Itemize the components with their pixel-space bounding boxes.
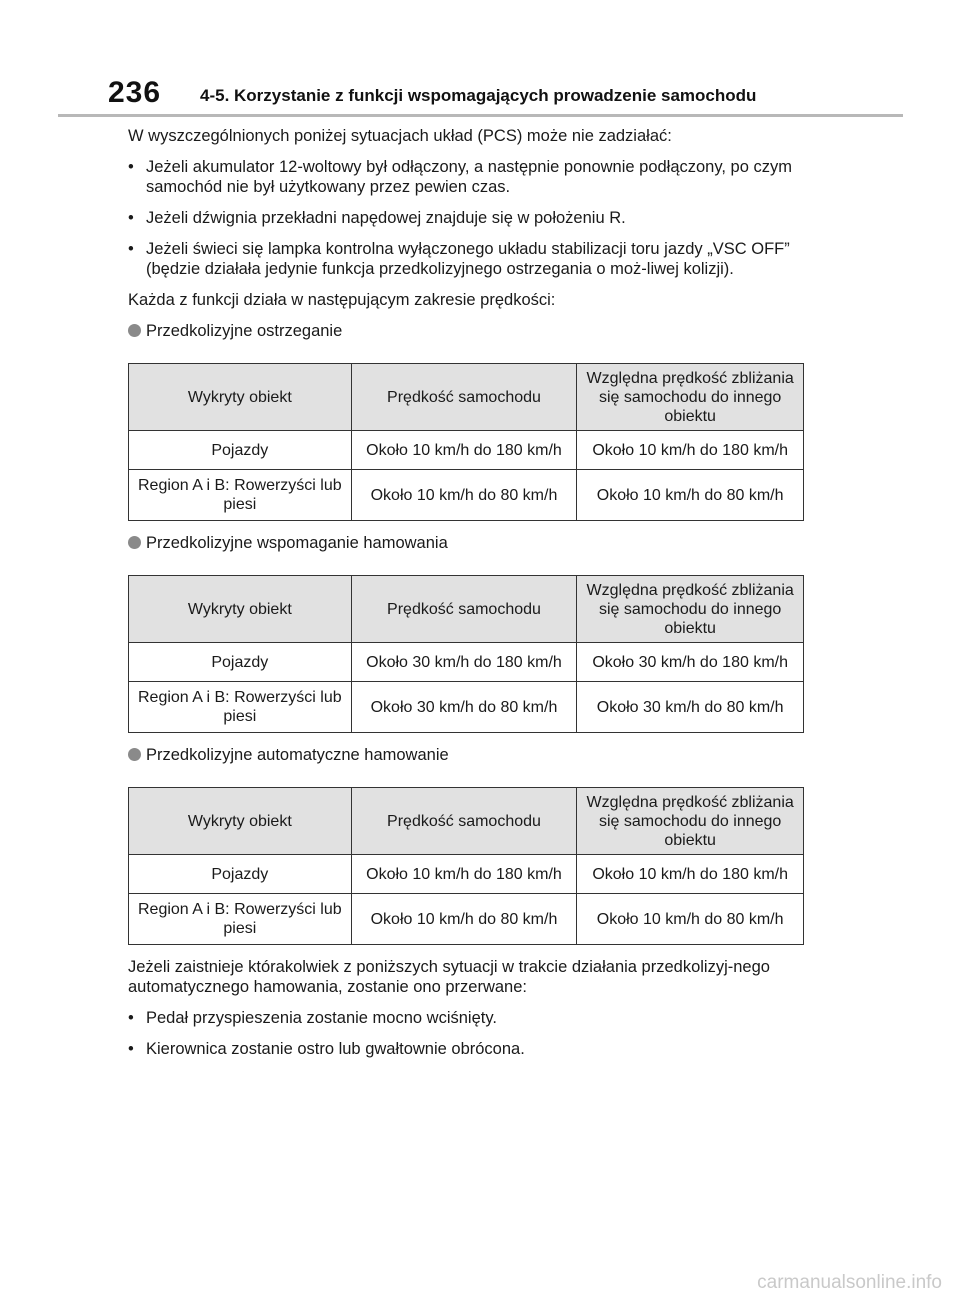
table-cell: Około 10 km/h do 180 km/h [577, 855, 804, 894]
table-cell: Pojazdy [129, 643, 352, 682]
header-divider [58, 114, 903, 117]
section-title: Przedkolizyjne wspomaganie hamowania [146, 534, 448, 552]
column-header-relative-speed: Względna prędkość zbliżania się samochodu do innego obiektu [577, 364, 804, 431]
table-cell: Około 30 km/h do 180 km/h [577, 643, 804, 682]
section-heading-brake-assist [128, 533, 808, 553]
table-header-row [129, 576, 804, 643]
table-row [129, 855, 804, 894]
table-cell: Pojazdy [129, 431, 352, 470]
bullet-dot-icon: • [128, 240, 134, 258]
table-cell: Region A i B: Rowerzyści lub piesi [129, 470, 352, 521]
page-number: 236 [108, 76, 162, 109]
table-cell: Około 30 km/h do 80 km/h [577, 682, 804, 733]
column-header-vehicle-speed: Prędkość samochodu [351, 576, 577, 643]
section-title: Przedkolizyjne ostrzeganie [146, 322, 343, 340]
column-header-detected-object: Wykryty obiekt [129, 364, 352, 431]
column-header-detected-object: Wykryty obiekt [129, 788, 352, 855]
table-cell: Około 10 km/h do 80 km/h [351, 470, 577, 521]
column-header-vehicle-speed: Prędkość samochodu [351, 788, 577, 855]
circle-bullet-icon [128, 324, 141, 337]
table-cell: Około 30 km/h do 80 km/h [351, 682, 577, 733]
circle-bullet-icon [128, 536, 141, 549]
list-item-text: Pedał przyspieszenia zostanie mocno wciśnięty. [146, 1009, 497, 1027]
list-item [128, 157, 808, 197]
list-item [128, 1008, 808, 1028]
bullet-list-interrupt [128, 1008, 808, 1059]
section-heading-auto-brake [128, 745, 808, 765]
intro-paragraph: W wyszczególnionych poniżej sytuacjach układ (PCS) może nie zadziałać: [128, 127, 672, 145]
bullet-dot-icon: • [128, 1009, 134, 1027]
speed-table-auto-brake [128, 787, 804, 945]
table-cell: Region A i B: Rowerzyści lub piesi [129, 682, 352, 733]
list-item-text: Jeżeli dźwignia przekładni napędowej znajduje się w położeniu R. [146, 209, 626, 227]
bullet-list-exceptions [128, 157, 808, 279]
table-cell: Około 10 km/h do 80 km/h [577, 470, 804, 521]
list-item-text: Jeżeli świeci się lampka kontrolna wyłączonego układu stabilizacji toru jazdy „VSC OFF” (będzie działała jedynie funkcja przedkolizyjnego ostrzegania o moż-liwej kolizji). [146, 240, 790, 278]
main-content [128, 126, 808, 1070]
speed-table-brake-assist [128, 575, 804, 733]
bullet-dot-icon: • [128, 209, 134, 227]
table-row [129, 431, 804, 470]
table-cell: Około 10 km/h do 80 km/h [351, 894, 577, 945]
page-header [100, 74, 800, 114]
chapter-title: 4-5. Korzystanie z funkcji wspomagających prowadzenie samochodu [200, 86, 757, 105]
table-header-row [129, 788, 804, 855]
table-row [129, 643, 804, 682]
table-cell: Około 30 km/h do 180 km/h [351, 643, 577, 682]
list-item-text: Jeżeli akumulator 12-woltowy był odłączony, a następnie ponownie podłączony, po czym samochód nie był użytkowany przez pewien czas. [146, 158, 792, 196]
column-header-relative-speed: Względna prędkość zbliżania się samochodu do innego obiektu [577, 788, 804, 855]
column-header-vehicle-speed: Prędkość samochodu [351, 364, 577, 431]
table-row [129, 894, 804, 945]
circle-bullet-icon [128, 748, 141, 761]
bullet-dot-icon: • [128, 1040, 134, 1058]
column-header-relative-speed: Względna prędkość zbliżania się samochodu do innego obiektu [577, 576, 804, 643]
bullet-dot-icon: • [128, 158, 134, 176]
column-header-detected-object: Wykryty obiekt [129, 576, 352, 643]
table-row [129, 470, 804, 521]
list-item-text: Kierownica zostanie ostro lub gwałtownie obrócona. [146, 1040, 525, 1058]
table-cell: Około 10 km/h do 80 km/h [577, 894, 804, 945]
table-cell: Region A i B: Rowerzyści lub piesi [129, 894, 352, 945]
table-header-row [129, 364, 804, 431]
outro-paragraph: Jeżeli zaistnieje którakolwiek z poniższych sytuacji w trakcie działania przedkolizyj-nego automatycznego hamowania, zostanie ono przerwane: [128, 958, 770, 996]
list-item [128, 239, 808, 279]
speed-intro-paragraph: Każda z funkcji działa w następującym zakresie prędkości: [128, 291, 556, 309]
table-cell: Około 10 km/h do 180 km/h [351, 431, 577, 470]
table-cell: Około 10 km/h do 180 km/h [577, 431, 804, 470]
watermark: carmanualsonline.info [757, 1272, 942, 1293]
speed-table-warning [128, 363, 804, 521]
table-cell: Około 10 km/h do 180 km/h [351, 855, 577, 894]
list-item [128, 1039, 808, 1059]
section-heading-warning [128, 321, 808, 341]
list-item [128, 208, 808, 228]
table-cell: Pojazdy [129, 855, 352, 894]
table-row [129, 682, 804, 733]
section-title: Przedkolizyjne automatyczne hamowanie [146, 746, 449, 764]
